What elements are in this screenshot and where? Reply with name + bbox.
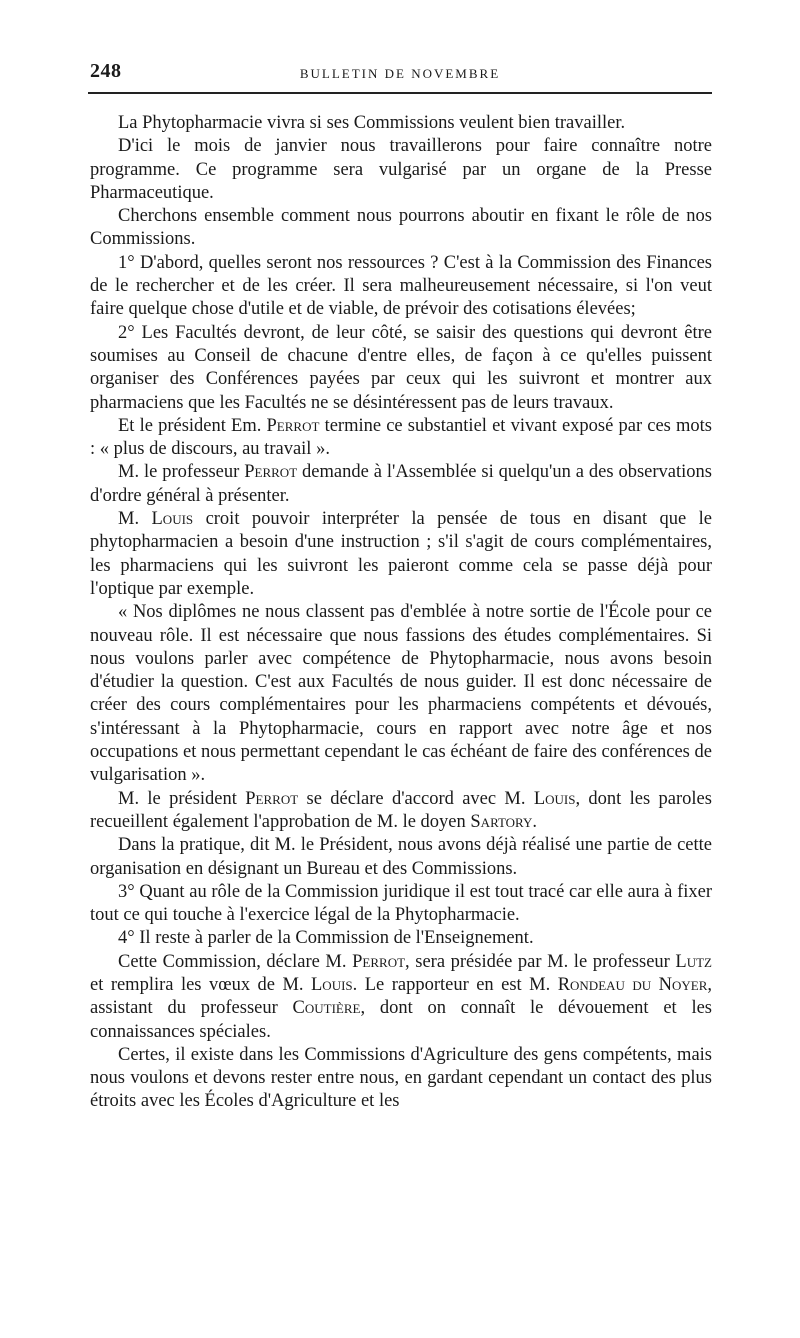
person-name: Rondeau du Noyer: [557, 974, 708, 995]
person-name: Coutière: [292, 998, 361, 1019]
paragraph: [90, 112, 712, 135]
paragraph: [90, 415, 712, 462]
text-segment: . Le rapporteur en est M.: [352, 974, 558, 995]
page-header: [88, 56, 712, 94]
text-segment: Cherchons ensemble comment nous pourrons aboutir en fixant le rôle de nos Commissions.: [90, 206, 712, 250]
text-segment: Certes, il existe dans les Commissions d'Agriculture des gens compétents, mais nous voulons et devons rester entre nous, en gardant cependant un contact des plus étroits avec les Écoles d'Agriculture et les: [90, 1044, 712, 1112]
text-segment: , sera présidée par M. le professeur: [405, 951, 676, 972]
text-segment: Et le président Em.: [118, 415, 267, 436]
text-segment: 4° Il reste à parler de la Commission de l'Enseignement.: [118, 928, 534, 949]
paragraph: [90, 1044, 712, 1114]
paragraph: [90, 461, 712, 508]
text-segment: 2° Les Facultés devront, de leur côté, se saisir des questions qui devront être soumises au Conseil de chacune d'entre elles, de façon à ce qu'elles puissent organiser des Conférences payées par ceux qui les suivront et montrer aux pharmaciens que les Facultés ne se désintéressent pas de leurs travaux.: [90, 322, 712, 413]
paragraph: [90, 252, 712, 322]
text-segment: termine ce substantiel et vivant exposé par ces mots : « plus de discours, au travail ».: [90, 415, 712, 460]
person-name: Louis: [151, 509, 194, 530]
paragraph: [90, 322, 712, 415]
text-segment: , dont les paroles recueillent également l'approbation de M. le doyen: [90, 788, 712, 832]
paragraph: [90, 951, 712, 1044]
paragraph: [90, 135, 712, 205]
person-name: Perrot: [245, 788, 299, 809]
page-number: 248: [90, 60, 122, 82]
running-title: BULLETIN DE NOVEMBRE: [299, 66, 501, 81]
text-segment: M. le professeur: [118, 462, 245, 483]
paragraph: [90, 834, 712, 881]
text-segment: La Phytopharmacie vivra si ses Commissions veulent bien travailler.: [118, 113, 626, 133]
text-segment: croit pouvoir interpréter la pensée de tous en disant que le phytopharmacien a besoin d'une instruction ; s'il s'agit de cours complémentaires, les pharmaciens qui les suivront les paieront comme cela se passe déjà pour l'optique par exemple.: [90, 509, 712, 599]
text-segment: demande à l'Assemblée si quelqu'un a des observations d'ordre général à présenter.: [90, 462, 712, 506]
paragraph: [90, 927, 712, 950]
text-segment: se déclare d'accord avec M.: [298, 788, 534, 809]
person-name: Perrot: [352, 951, 406, 972]
person-name: Lutz: [675, 951, 712, 972]
text-segment: et remplira les vœux de M.: [90, 974, 311, 995]
text-segment: D'ici le mois de janvier nous travaillerons pour faire connaître notre programme. Ce programme sera vulgarisé par un organe de la Presse Pharmaceutique.: [90, 136, 712, 203]
paragraph: [90, 205, 712, 252]
text-segment: Dans la pratique, dit M. le Président, nous avons déjà réalisé une partie de cette organisation en désignant un Bureau et des Commissions.: [90, 835, 712, 879]
person-name: Louis: [311, 974, 353, 995]
paragraph: [90, 788, 712, 835]
paragraph: [90, 508, 712, 601]
person-name: Perrot: [244, 462, 298, 483]
person-name: Louis: [533, 788, 576, 809]
person-name: Perrot: [266, 415, 320, 436]
text-segment: .: [532, 811, 538, 832]
text-segment: M. le président: [118, 788, 246, 809]
text-segment: , dont on connaît le dévouement et les connaissances spéciales.: [90, 998, 712, 1042]
text-segment: , assistant du professeur: [90, 974, 712, 1019]
text-segment: 1° D'abord, quelles seront nos ressources ? C'est à la Commission des Finances de le rechercher et de les créer. Il sera malheureusement nécessaire, si l'on veut faire quelque chose d'utile et de viable, de prévoir des cotisations élevées;: [90, 252, 712, 320]
body-text: [90, 112, 712, 1114]
paragraph: [90, 601, 712, 787]
text-segment: « Nos diplômes ne nous classent pas d'emblée à notre sortie de l'École pour ce nouveau rôle. Il est nécessaire que nous fassions des études complémentaires. Si nous voulons parler avec compétence de Phytopharmacie, nous avons besoin d'étudier la question. C'est aux Facultés de nous guider. Il est donc nécessaire de créer des cours complémentaires pour les pharmaciens compétents et dévoués, s'intéressant à la Phytopharmacie, cours en rapport avec notre âge et nos occupations et nous permettant cependant le cas échéant de faire des conférences de vulgarisation ».: [90, 602, 712, 786]
text-segment: M.: [118, 509, 152, 530]
text-segment: Cette Commission, déclare M.: [118, 951, 353, 972]
text-segment: 3° Quant au rôle de la Commission juridique il est tout tracé car elle aura à fixer tout ce qui touche à l'exercice légal de la Phytopharmacie.: [90, 881, 712, 926]
paragraph: [90, 881, 712, 928]
person-name: Sartory: [470, 811, 533, 832]
